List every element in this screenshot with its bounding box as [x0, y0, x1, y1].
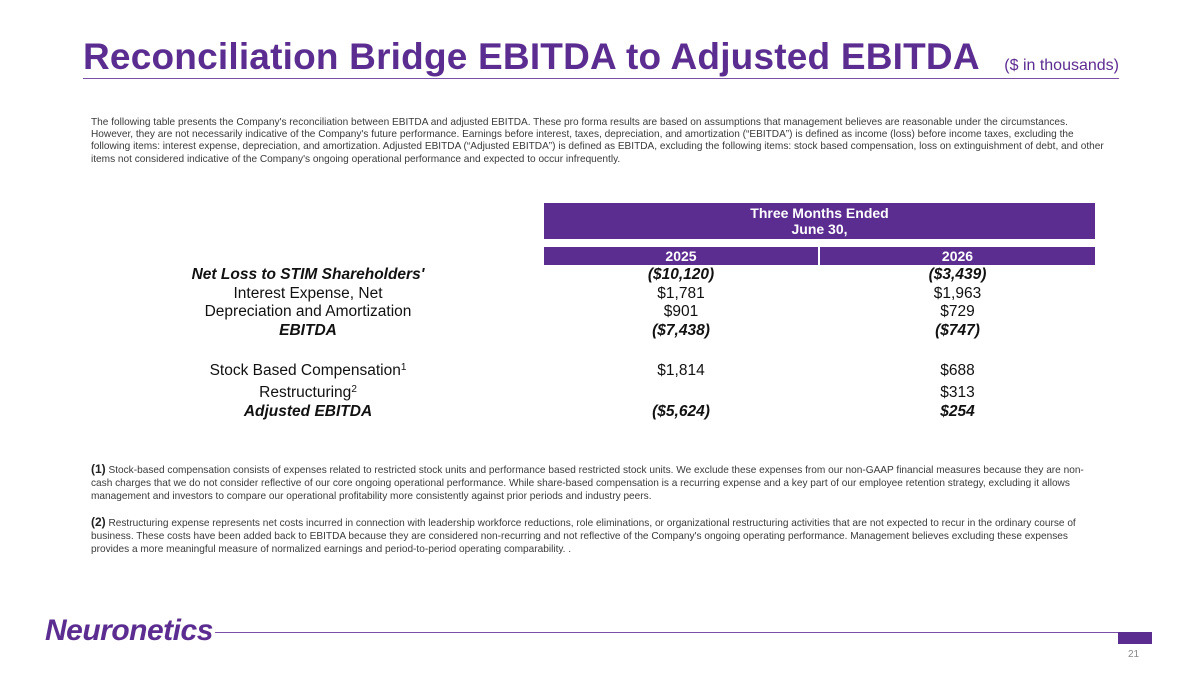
- page-title: Reconciliation Bridge EBITDA to Adjusted EBITDA: [83, 36, 980, 77]
- period-header-line1: Three Months Ended: [750, 205, 889, 221]
- row-label: Stock Based Compensation: [209, 362, 401, 379]
- footnote-ref-2: 2: [351, 384, 357, 395]
- units-label: ($ in thousands): [1004, 57, 1119, 74]
- row-label: EBITDA: [279, 322, 337, 339]
- row-value-2025: ($10,120): [647, 266, 715, 283]
- row-value-2025: $1,814: [657, 362, 705, 379]
- page-number: 21: [1128, 649, 1140, 660]
- row-value-2026: $313: [940, 384, 975, 401]
- row-value-2026: $254: [940, 403, 975, 420]
- footer-accent-block: [1118, 632, 1152, 644]
- row-value-2026: ($747): [935, 322, 980, 339]
- company-logo: Neuronetics: [45, 614, 213, 647]
- row-label: Restructuring: [259, 384, 352, 401]
- row-value-2025: $1,781: [657, 285, 705, 302]
- footnote-1: [91, 463, 1086, 503]
- intro-paragraph: The following table presents the Company's reconciliation between EBITDA and adjusted EBITDA. These pro forma results are based on assumptions that management believes are reasonable under the circumstances. However, they are not necessarily indicative of the Company's future performance. Earnings before interest, taxes, depreciation, and amortization (“EBITDA”) is defined as income (loss) before income taxes, excluding the following items: interest expense, depreciation, and amortization. Adjusted EBITDA (“Adjusted EBITDA”) is defined as EBITDA, excluding the following items: stock based compensation, loss on extinguishment of debt, and other items not considered indicative of the Company's ongoing operational performance and expected to occur infrequently.: [91, 117, 1104, 165]
- footnote-ref-1: 1: [400, 362, 407, 373]
- row-value-2026: $1,963: [933, 285, 982, 302]
- row-label: Adjusted EBITDA: [243, 403, 373, 420]
- row-value-2025: ($5,624): [652, 403, 710, 420]
- table-row-interest: [0, 284, 1200, 304]
- row-label-wrap: [108, 361, 508, 381]
- row-value-2025: ($7,438): [652, 322, 710, 339]
- row-value-2026: $688: [940, 362, 975, 379]
- year-header-2025: 2025: [544, 247, 818, 265]
- table-row-ebitda: [0, 321, 1200, 341]
- table-row-net-loss: [0, 265, 1200, 285]
- period-header-line2: June 30,: [791, 221, 848, 237]
- table-row-adjusted-ebitda: [0, 402, 1200, 422]
- row-value-2026: ($3,439): [928, 266, 987, 283]
- row-label: Depreciation and Amortization: [204, 303, 412, 320]
- row-value-2025: $901: [663, 303, 699, 320]
- footnote-number: (2): [91, 515, 106, 529]
- period-header: [544, 203, 1095, 239]
- row-value-2026: $729: [940, 303, 975, 320]
- table-row-depreciation: [0, 302, 1200, 322]
- footnote-number: (1): [91, 462, 106, 476]
- row-label-wrap: [108, 383, 508, 403]
- footnote-2: [91, 516, 1086, 556]
- footnote-text: Restructuring expense represents net costs incurred in connection with leadership workforce reductions, role eliminations, or organizational restructuring activities that are not expected to recur in the ordinary course of business. These costs have been added back to EBITDA because they are considered non-recurring and not reflective of the Company's ongoing operating performance. Management believes excluding these expenses provides a more meaningful measure of normalized earnings and period-to-period operating comparability. .: [91, 518, 1076, 555]
- row-label: Net Loss to STIM Shareholders': [191, 266, 425, 283]
- row-label: Interest Expense, Net: [233, 285, 383, 302]
- footnote-text: Stock-based compensation consists of expenses related to restricted stock units and performance based restricted stock units. We exclude these expenses from our non-GAAP financial measures because they are non-cash charges that we do not consider reflective of our core ongoing operational performance. While share-based compensation is a recurring expense and a key part of our employee retention strategy, excluding it allows management and investors to compare our operational profitability more consistently against prior periods and industry peers.: [91, 465, 1084, 502]
- table-row-stock-comp: [0, 361, 1200, 381]
- table-row-restructuring: [0, 383, 1200, 403]
- year-header-2026: 2026: [820, 247, 1095, 265]
- title-divider: [83, 78, 1119, 79]
- footer-divider: [215, 632, 1120, 633]
